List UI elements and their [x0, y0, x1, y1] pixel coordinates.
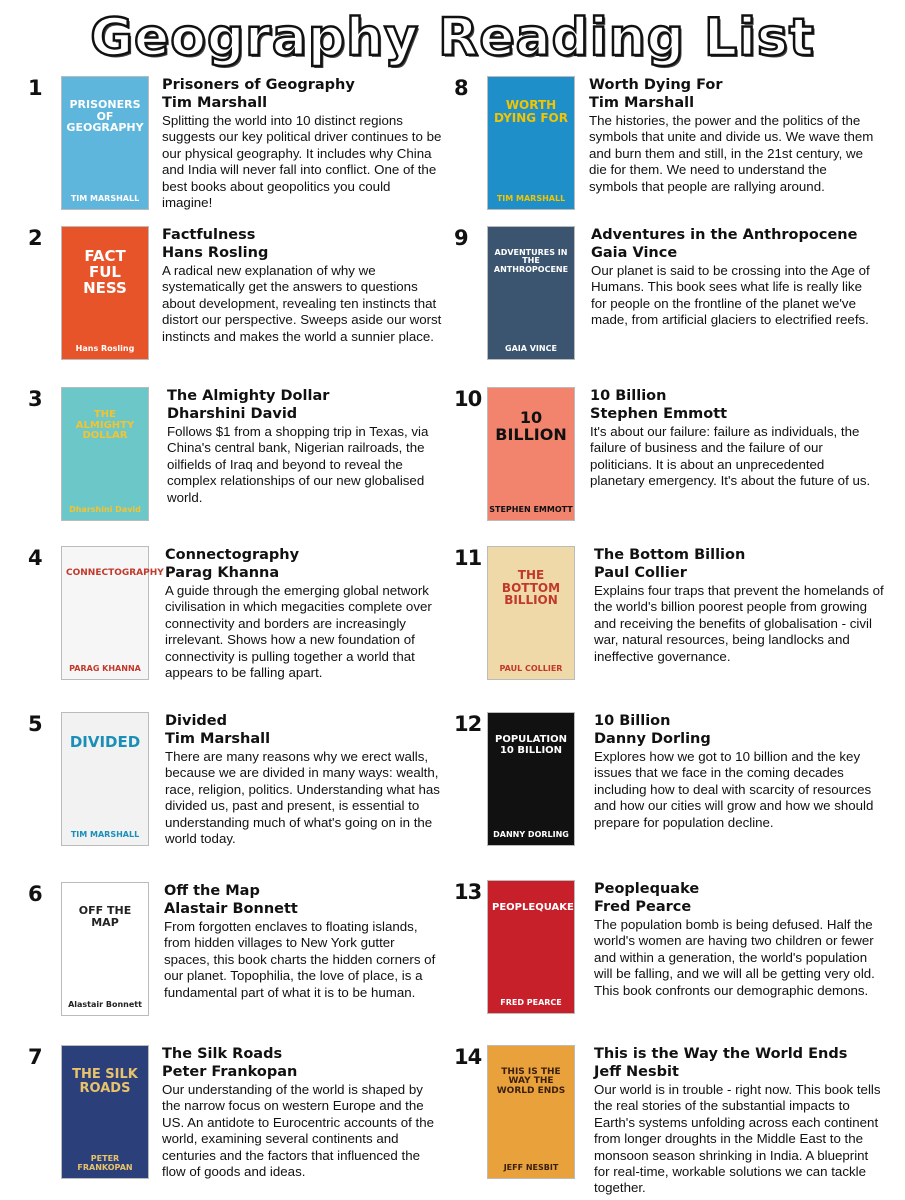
book-details — [162, 1045, 442, 1180]
book-cover — [61, 1045, 149, 1179]
book-entry — [28, 226, 468, 376]
book-description: A guide through the emerging global network civilisation in which megacities complete over connectivity and borders are increasingly irrelevant. Shows how a new foundation of connectivity is pulling together a world that appears to be falling apart. — [165, 583, 432, 681]
book-entry — [454, 226, 894, 376]
book-author: Danny Dorling — [594, 731, 711, 747]
book-author: Dharshini David — [167, 406, 298, 422]
book-number: 2 — [28, 226, 42, 250]
cover-author: STEPHEN EMMOTT — [489, 505, 573, 514]
cover-title: THE ALMIGHTY DOLLAR — [75, 409, 135, 441]
book-title: The Almighty Dollar — [167, 388, 330, 404]
book-number: 7 — [28, 1045, 42, 1069]
book-details — [165, 712, 445, 847]
book-description: The population bomb is being defused. Half the world's women are having two children or fewer and within a generation, the world's population will be falling, and we will all be getting very old. This book confronts our demographic demons. — [594, 917, 875, 998]
book-cover — [61, 226, 149, 360]
book-number: 8 — [454, 76, 468, 100]
page-title: Geography Reading List — [90, 8, 815, 68]
book-description: There are many reasons why we erect walls, because we are divided in many ways: wealth, race, religion, politics. Understanding what has divided us, past and present, is essential to understanding much of what's going on in the world today. — [165, 749, 440, 847]
cover-title: THIS IS THE WAY THE WORLD ENDS — [496, 1067, 566, 1096]
cover-author: DANNY DORLING — [493, 830, 569, 839]
book-entry — [454, 76, 894, 226]
book-number: 9 — [454, 226, 468, 250]
book-number: 10 — [454, 387, 482, 411]
book-number: 1 — [28, 76, 42, 100]
book-author: Stephen Emmott — [590, 406, 728, 422]
book-description: Explains four traps that prevent the homelands of the world's billion poorest people from growing and receiving the benefits of globalisation - civil war, natural resources, being landlocks and ineffective governance. — [594, 583, 884, 664]
book-author: Fred Pearce — [594, 899, 692, 915]
book-details — [165, 546, 445, 681]
book-description: Explores how we got to 10 billion and the key issues that we face in the coming decades including how to deal with scarcity of resources and how our cities will grow and how we should prepare for population decline. — [594, 749, 874, 830]
book-number: 5 — [28, 712, 42, 736]
book-cover — [487, 712, 575, 846]
book-number: 6 — [28, 882, 42, 906]
book-title: Adventures in the Anthropocene — [591, 227, 858, 243]
book-author: Tim Marshall — [162, 95, 268, 111]
book-details — [594, 546, 884, 665]
cover-title: PRISONERS OF GEOGRAPHY — [66, 98, 144, 135]
book-entry — [28, 1045, 468, 1195]
book-author: Hans Rosling — [162, 245, 269, 261]
cover-title: DIVIDED — [69, 733, 141, 751]
cover-title: WORTH DYING FOR — [494, 98, 568, 125]
book-details — [167, 387, 447, 506]
book-cover — [61, 882, 149, 1016]
cover-author: TIM MARSHALL — [70, 194, 140, 203]
book-details — [162, 76, 442, 211]
book-author: Paul Collier — [594, 565, 687, 581]
cover-title: FACT FUL NESS — [83, 247, 127, 297]
book-author: Parag Khanna — [165, 565, 280, 581]
cover-author: TIM MARSHALL — [70, 830, 140, 839]
book-details — [594, 1045, 884, 1197]
book-details — [594, 712, 884, 831]
book-author: Tim Marshall — [589, 95, 695, 111]
book-title: Divided — [165, 713, 228, 729]
book-description: Our understanding of the world is shaped by the narrow focus on western Europe and the US. An antidote to Eurocentric accounts of the world, examining several continents and centuries and the factors that influenced the flow of goods and ideas. — [162, 1082, 435, 1180]
cover-title: 10 BILLION — [495, 408, 567, 444]
book-details — [590, 387, 880, 490]
book-description: It's about our failure: failure as individuals, the failure of business and the failure of our politicians. It is about an unprecedented planetary emergency. It's about the future of us. — [590, 424, 871, 489]
cover-title: CONNECTOGRAPHY — [66, 568, 164, 578]
book-author: Tim Marshall — [165, 731, 271, 747]
book-title: Connectography — [165, 547, 300, 563]
cover-author: PAUL COLLIER — [499, 664, 563, 673]
book-author: Jeff Nesbit — [594, 1064, 679, 1080]
cover-author: JEFF NESBIT — [503, 1163, 559, 1172]
book-description: Our planet is said to be crossing into the Age of Humans. This book sees what life is really like for people on the frontline of the planet we've made, from artificial glaciers to electrified reefs. — [591, 263, 870, 328]
cover-title: PEOPLEQUAKE — [492, 902, 574, 913]
cover-title: THE SILK ROADS — [72, 1067, 138, 1096]
book-entry — [28, 387, 468, 537]
cover-author: Alastair Bonnett — [68, 1000, 142, 1009]
book-description: From forgotten enclaves to floating islands, from hidden villages to New York gutter spaces, this book charts the hidden corners of our planet. Topophilia, the love of place, is a fundamental part of what it is to be human. — [164, 919, 436, 1000]
cover-author: PETER FRANKOPAN — [77, 1154, 133, 1172]
book-description: Splitting the world into 10 distinct regions suggests our key political driver continues to be our physical geography. It includes why China and India will never fall into conflict. One of the best books about geopolitics you could imagine! — [162, 113, 442, 211]
book-cover — [61, 712, 149, 846]
book-entry — [28, 882, 468, 1032]
cover-title: POPULATION 10 BILLION — [494, 734, 568, 756]
book-details — [591, 226, 881, 329]
book-cover — [61, 546, 164, 680]
book-number: 14 — [454, 1045, 482, 1069]
book-title: The Silk Roads — [162, 1046, 283, 1062]
cover-title: ADVENTURES IN THE ANTHROPOCENE — [493, 248, 569, 274]
book-description: Our world is in trouble - right now. This book tells the real stories of the substantial impacts to Earth's systems unfolding across each continent from longer droughts in the Middle East to the monsoon season shrinking in India. A blueprint for real-time, workable solutions we can tackle together. — [594, 1082, 881, 1196]
book-author: Gaia Vince — [591, 245, 678, 261]
book-description: Follows $1 from a shopping trip in Texas, via China's central bank, Nigerian railroads, the oilfields of Iraq and beyond to reveal the complex relationships of our new globalised world. — [167, 424, 429, 505]
book-author: Alastair Bonnett — [164, 901, 298, 917]
book-cover — [487, 546, 575, 680]
book-entry — [454, 712, 894, 862]
book-author: Peter Frankopan — [162, 1064, 298, 1080]
cover-author: Dharshini David — [69, 505, 141, 514]
book-title: The Bottom Billion — [594, 547, 746, 563]
book-title: Worth Dying For — [589, 77, 723, 93]
book-cover — [61, 76, 149, 210]
book-details — [162, 226, 442, 345]
cover-author: GAIA VINCE — [505, 344, 557, 353]
book-title: 10 Billion — [594, 713, 671, 729]
book-entry — [28, 712, 468, 862]
cover-author: TIM MARSHALL — [496, 194, 566, 203]
book-number: 3 — [28, 387, 42, 411]
book-title: Peoplequake — [594, 881, 700, 897]
book-entry — [454, 387, 894, 537]
book-description: A radical new explanation of why we systematically get the answers to questions about development, revealing ten instincts that distort our perspective. Sweeps aside our worst instincts and makes the world a sunnier place. — [162, 263, 442, 344]
book-title: This is the Way the World Ends — [594, 1046, 848, 1062]
book-title: 10 Billion — [590, 388, 667, 404]
book-title: Off the Map — [164, 883, 260, 899]
book-details — [594, 880, 884, 999]
book-title: Prisoners of Geography — [162, 77, 355, 93]
book-cover — [487, 387, 575, 521]
book-title: Factfulness — [162, 227, 256, 243]
cover-author: PARAG KHANNA — [69, 664, 141, 673]
cover-title: THE BOTTOM BILLION — [501, 568, 561, 608]
book-entry — [454, 1045, 894, 1195]
cover-author: FRED PEARCE — [500, 998, 562, 1007]
book-entry — [28, 76, 468, 226]
book-number: 12 — [454, 712, 482, 736]
book-number: 4 — [28, 546, 42, 570]
book-cover — [487, 880, 575, 1014]
book-description: The histories, the power and the politics of the symbols that unite and divide us. We wave them and burn them and still, in the 21st century, we die for them. We need to understand the symbols that people are rallying around. — [589, 113, 874, 194]
book-number: 13 — [454, 880, 482, 904]
book-entry — [454, 546, 894, 696]
book-details — [164, 882, 444, 1001]
book-details — [589, 76, 879, 195]
book-number: 11 — [454, 546, 482, 570]
cover-author: Hans Rosling — [75, 344, 135, 353]
book-entry — [454, 880, 894, 1030]
book-entry — [28, 546, 468, 696]
book-cover — [487, 226, 575, 360]
book-cover — [61, 387, 149, 521]
cover-title: OFF THE MAP — [78, 904, 132, 929]
book-cover — [487, 1045, 575, 1179]
book-cover — [487, 76, 575, 210]
